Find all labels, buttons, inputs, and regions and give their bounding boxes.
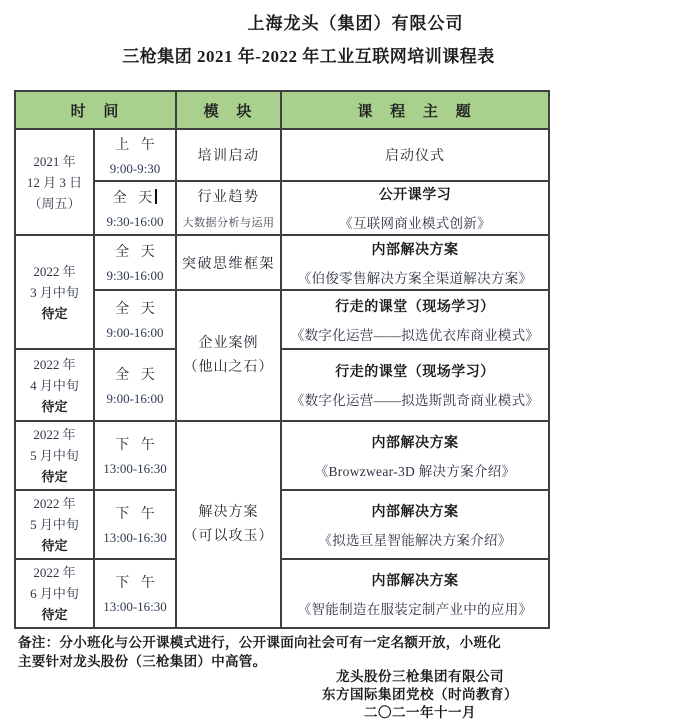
date-cell: [15, 235, 94, 349]
time-cell[interactable]: [94, 181, 176, 235]
time-cell: [94, 129, 176, 181]
date-cell: [15, 559, 94, 628]
header-module: 模 块: [176, 91, 281, 129]
module-cell: [176, 421, 281, 628]
theme-cell: [281, 181, 549, 235]
header-theme: 课 程 主 题: [281, 91, 549, 129]
module-cell: [176, 181, 281, 235]
table-row: [15, 490, 549, 559]
theme-title: 内部解决方案: [371, 573, 459, 589]
date-cell: [15, 421, 94, 490]
module-title: 企业案例: [198, 335, 259, 351]
theme-cell: [281, 421, 549, 490]
theme-subtitle: 《数字化运营——拟选优衣库商业模式》: [290, 327, 540, 343]
module-title: 突破思维框架: [182, 256, 276, 272]
time-range: 13:00-16:30: [103, 530, 167, 545]
time-label: 下 午: [115, 438, 155, 453]
module-cell: [176, 290, 281, 421]
time-range: 9:00-9:30: [109, 160, 161, 176]
theme-cell: [281, 559, 549, 628]
header-row: [15, 91, 549, 129]
time-range: 9:00-16:00: [106, 325, 164, 340]
time-cell: [94, 235, 176, 290]
theme-subtitle: 《伯俊零售解决方案全渠道解决方案》: [297, 270, 533, 286]
date-line: 待定: [41, 607, 68, 622]
theme-subtitle: 《Browzwear-3D 解决方案介绍》: [314, 463, 516, 479]
time-cell: [94, 421, 176, 490]
theme-title: 内部解决方案: [371, 504, 459, 520]
module-cell: [176, 235, 281, 290]
theme-subtitle: 《智能制造在服装定制产业中的应用》: [297, 601, 533, 617]
date-cell: [15, 349, 94, 421]
company-title: 上海龙头（集团）有限公司: [247, 14, 464, 33]
table-row: [15, 235, 549, 290]
time-range: 13:00-16:30: [103, 599, 167, 614]
time-label: 上 午: [115, 137, 155, 153]
table-row: [15, 290, 549, 349]
time-range: 9:00-16:00: [106, 390, 164, 406]
theme-title: 行走的课堂（现场学习）: [335, 365, 495, 380]
table-row: [15, 559, 549, 628]
date-line: 6 月中旬: [30, 586, 79, 601]
time-cell: [94, 349, 176, 421]
date-line: 5 月中旬: [30, 517, 79, 532]
schedule-subtitle: 三枪集团 2021 年-2022 年工业互联网培训课程表: [122, 47, 495, 66]
theme-cell: [281, 490, 549, 559]
date-line: 待定: [41, 538, 68, 553]
date-line: 待定: [41, 305, 68, 321]
header-time: 时 间: [15, 91, 176, 129]
date-line: 3 月中旬: [30, 284, 79, 300]
date-line: 2022 年: [33, 263, 76, 279]
remark-line: 备注：分小班化与公开课模式进行，公开课面向社会可有一定名额开放，小班化: [18, 635, 501, 650]
module-subtitle: （他山之石）: [183, 359, 274, 375]
course-schedule-table: [14, 90, 550, 629]
date-line: 4 月中旬: [30, 377, 79, 393]
time-label: 下 午: [115, 576, 155, 591]
theme-cell: [281, 129, 549, 181]
time-range: 9:30-16:00: [106, 268, 164, 283]
theme-subtitle: 《互联网商业模式创新》: [339, 216, 491, 231]
date-cell: [15, 490, 94, 559]
table-row: [15, 421, 549, 490]
date-line: 5 月中旬: [30, 448, 79, 463]
signature-line: 龙头股份三枪集团有限公司: [336, 669, 504, 684]
date-line: 待定: [41, 469, 68, 484]
time-cell: [94, 290, 176, 349]
time-label: 全 天: [115, 245, 155, 260]
module-subtitle: （可以攻玉）: [183, 528, 274, 544]
theme-title: 启动仪式: [385, 149, 446, 164]
date-line: 2022 年: [33, 427, 76, 442]
table-row: [15, 181, 549, 235]
module-title: 解决方案: [198, 504, 259, 520]
theme-cell: [281, 235, 549, 290]
theme-title: 公开课学习: [378, 188, 452, 203]
theme-subtitle: 《拟选亘星智能解决方案介绍》: [318, 532, 512, 548]
date-cell: [15, 129, 94, 235]
date-line: 待定: [41, 398, 68, 414]
table-row: [15, 129, 549, 181]
date-line: 2022 年: [33, 356, 76, 372]
theme-title: 行走的课堂（现场学习）: [335, 299, 495, 315]
theme-title: 内部解决方案: [371, 435, 459, 451]
text-cursor: [155, 189, 157, 204]
time-range: 9:30-16:00: [106, 213, 164, 229]
module-cell: [176, 129, 281, 181]
time-label: 下 午: [115, 507, 155, 522]
theme-title: 内部解决方案: [371, 242, 459, 258]
table-row: [15, 349, 549, 421]
time-label: 全 天: [115, 302, 155, 317]
time-cell: [94, 490, 176, 559]
module-title: 行业趋势: [197, 190, 260, 205]
date-line: 2022 年: [33, 565, 76, 580]
date-line: 2022 年: [33, 496, 76, 511]
time-label: 全 天: [115, 367, 155, 383]
remark-line: 主要针对龙头股份（三枪集团）中高管。: [18, 654, 267, 669]
time-label: 全 天: [97, 187, 173, 207]
theme-subtitle: 《数字化运营——拟选斯凯奇商业模式》: [290, 393, 540, 408]
theme-cell: [281, 290, 549, 349]
signature-block: [270, 668, 570, 722]
module-title: 培训启动: [197, 149, 260, 164]
signature-line: 东方国际集团党校（时尚教育）: [322, 687, 518, 702]
date-line: 2021 年: [33, 153, 76, 169]
date-line: 12 月 3 日: [26, 174, 83, 190]
date-line: （周五）: [28, 195, 81, 211]
theme-cell: [281, 349, 549, 421]
time-cell: [94, 559, 176, 628]
signature-line: 二〇二一年十一月: [364, 705, 476, 720]
time-range: 13:00-16:30: [103, 461, 167, 476]
module-subtitle: 大数据分析与运用: [182, 217, 275, 229]
remark-note: [18, 633, 578, 671]
